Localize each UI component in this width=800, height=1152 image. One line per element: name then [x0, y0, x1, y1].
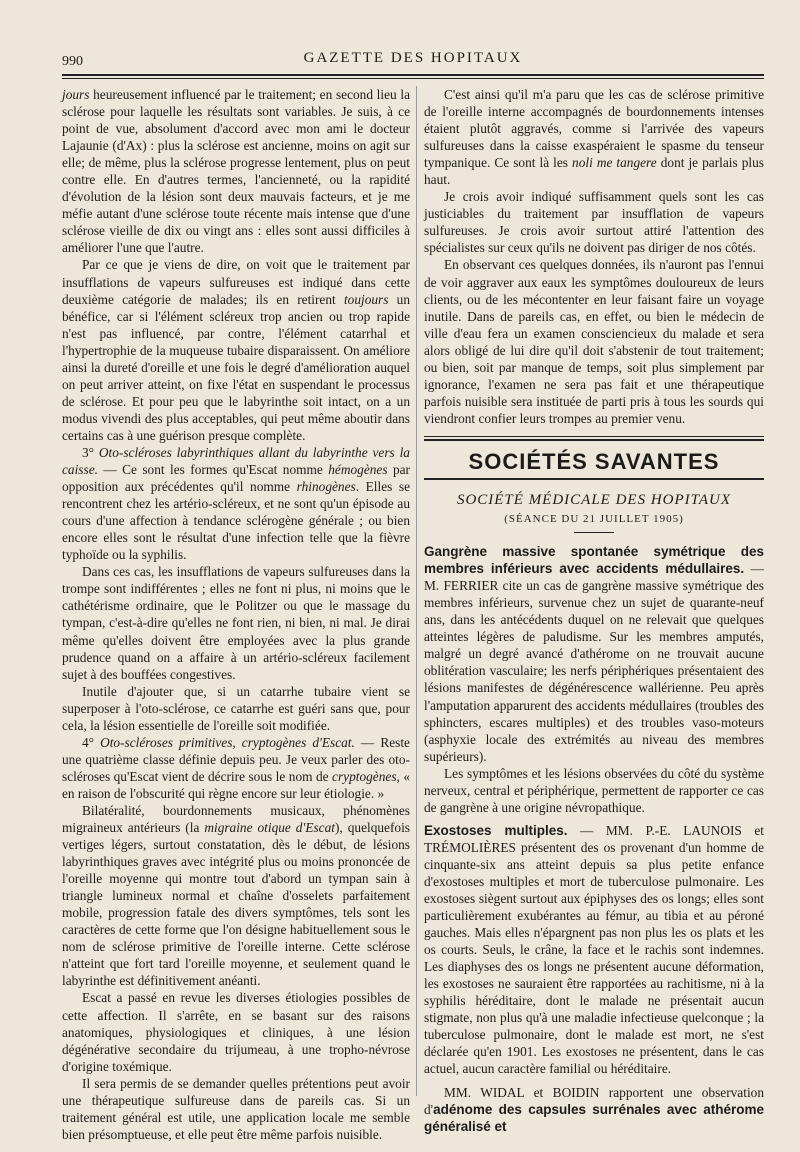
italic-phrase: jours [62, 87, 90, 102]
report-text: MM. WIDAL et BOIDIN rapportent une observation d' [424, 1084, 764, 1117]
text-run: — Reste une quatrième classe définie depuis peu. Je veux parler des oto-scléroses qu'Escat vient de décrire sous le nom de [62, 734, 410, 784]
report-title: adénome des capsules surrénales avec athérome généralisé et [424, 1101, 764, 1134]
text-run: Il sera permis de se demander quelles prétentions peut avoir une thérapeutique sulfureuse dans de pareils cas. Si un traitement général est utile, une application locale me semble bien présomptueuse, et elle peut être même parfois nuisible. [62, 1075, 410, 1142]
page-header [62, 50, 764, 72]
italic-phrase: toujours [343, 291, 389, 307]
article-paragraph [424, 188, 764, 256]
section-rule [424, 478, 764, 480]
section-heading: SOCIÉTÉS SAVANTES [468, 448, 720, 474]
italic-phrase: migraine otique d'Escat [204, 820, 335, 836]
running-title: GAZETTE DES HOPITAUX [303, 50, 523, 66]
text-run: Bilatéralité, bourdonnements musicaux, phénomènes migraineux antérieurs (la [62, 802, 410, 836]
italic-phrase: hémogènes [328, 462, 388, 478]
italic-phrase: Oto-scléroses primitives, cryptogènes d'Escat. [100, 734, 355, 750]
article-paragraph [62, 86, 410, 256]
right-column [424, 86, 764, 1135]
text-run: Dans ces cas, les insufflations de vapeurs sulfureuses dans la trompe sont indifférentes ; elles ne font ni plus, ni moins que le cathétérisme ordinaire, que le Politzer ou que le massage du tympan, c'est-à-dire qu'elles ne font rien, ni bien, ni mal. Je dirai même qu'elles doivent être employées avec la plus grande prudence quand on a affaire à un artério-scléreux facilement sujet à des bouffées congestives. [62, 564, 410, 682]
report-title: Exostoses multiples. [424, 822, 568, 838]
text-run: Par ce que je viens de dire, on voit que le traitement par insufflations de vapeurs sulfureuses est indiqué dans cette deuxième catégorie de malades; ils en retirent [62, 257, 410, 307]
header-rule-thin [62, 78, 764, 79]
article-paragraph [424, 86, 764, 188]
short-rule [574, 532, 614, 533]
italic-phrase: Oto-scléroses labyrinthiques allant du labyrinthe vers la caisse. [62, 444, 410, 478]
session-date: (SÉANCE DU 21 JUILLET 1905) [504, 513, 684, 526]
italic-phrase: cryptogènes [332, 768, 397, 784]
text-run: C'est ainsi qu'il m'a paru que les cas de sclérose primitive de l'oreille interne accompagnés de bourdonnements intenses étaient plutôt aggravés, comme si l'arrivée des vapeurs sulfureuses dans la caisse exaspéraient le spasme du tenseur tympanique. Ce sont là les [424, 87, 764, 171]
report-gangrene-conclusion: Les symptômes et les lésions observées du côté du système nerveux, central et périphérique, permettent de rapporter ce cas de gangrène à une origine névropathique. [424, 765, 764, 815]
text-run: heureusement influencé par le traitement; en second lieu la sclérose pour laquelle les résultats sont variables. Je suis, à ce point de vue, absolument d'accord avec mon ami le docteur Lajaunie (d'Ax) : plus la sclérose est ancienne, moins on agit sur elle; de même, plus la sclérose progresse lentement, plus on peut contre elle. En d'autres termes, l'ancienneté, ou la rapidité d'évolution de la lésion sont deux mauvais facteurs, et je me méfie autant d'une sclérose toute récente mais intense que d'une sclérose vieille de dix ou vingt ans : elles sont aussi difficiles à améliorer l'une que l'autre. [62, 87, 410, 256]
report-gangrene [424, 543, 764, 765]
article-end-rule-thick [424, 439, 764, 441]
society-name: SOCIÉTÉ MÉDICALE DES HOPITAUX [456, 491, 732, 508]
article-paragraph [62, 989, 410, 1074]
article-paragraph [424, 256, 764, 426]
report-title: Gangrène massive spontanée symétrique des membres inférieurs avec accidents médullaires. [424, 544, 764, 577]
report-exostoses [424, 822, 764, 1078]
article-paragraph [62, 563, 410, 682]
italic-phrase: noli me tangere [572, 155, 657, 171]
article-paragraph [62, 802, 410, 990]
article-paragraph [62, 1075, 410, 1143]
header-rule [62, 74, 764, 76]
article-paragraph [62, 734, 410, 802]
report-text: — MM. P.-E. LAUNOIS et TRÉMOLIÈRES présentent des os provenant d'un homme de cinquante-six ans atteint depuis sa plus petite enfance d'exostoses multiples et mort de tuberculose pulmonaire. Les exostoses siègent surtout aux épiphyses des os longs; elles sont particulièrement exubérantes au fémur, au tibia et au péroné gauches. Mais elles n'épargnent pas non plus les os plats et les os courts. Seuls, le crâne, la face et le rachis sont indemnes. Les diaphyses des os longs ne présentent aucune déformation, les exostoses ne sauraient être rapportées au rachitisme, ni à la syphilis héréditaire, dont le malade ne présentait aucun stigmate, non plus qu'à une maladie infectieuse quelconque ; la tuberculose pulmonaire, dont le malade est mort, ne s'est déclarée qu'en 1901. Les exostoses ne présentent, dans le cas actuel, aucun caractère familial ou héréditaire. [424, 822, 764, 1077]
text-run: dont je parlais plus haut. [424, 155, 764, 188]
text-run: un bénéfice, car si l'élément scléreux trop ancien ou trop rapide n'est pas influencé, par contre, l'élément catarrhal et l'hypertrophie de la muqueuse tubaire disparaissent. On améliore ainsi la dureté d'oreille et une fois le degré d'amélioration auquel on peut arriver atteint, on fixe l'état en suspendant le processus de sclérose. Et pour peu que le labyrinthe soit intact, on a un modus vivendi des plus acceptables, qui peut même aboutir dans certains cas à une guérison presque complète. [62, 291, 410, 443]
text-run: , « en raison de l'obscurité qui règne encore sur leur étiologie. » [62, 768, 411, 801]
article-paragraph [62, 256, 410, 444]
text-run: Inutile d'ajouter que, si un catarrhe tubaire vient se superposer à l'oto-sclérose, ce catarrhe est guéri sans que, pour cela, la lésion essentielle de l'oreille soit modifiée. [62, 683, 410, 733]
left-column [62, 86, 410, 1143]
italic-phrase: rhinogènes [296, 479, 356, 495]
text-run: . Elles se rencontrent chez les artério-scléreux, et ne sont qu'un épisode au cours d'une affection à tendance sclérogène générale ; ou bien encore elles sont le résultat d'une infection telle que la fièvre typhoïde ou la syphilis. [62, 479, 411, 563]
text-run: 3° [82, 444, 99, 460]
article-end-rule [424, 436, 764, 437]
report-text: — M. FERRIER cite un cas de gangrène massive symétrique des membres inférieurs, survenue chez un sujet de quarante-neuf ans, dans les antécédents duquel on ne relevait que quelques atteintes légères de paludisme. Sur les membres amputés, malgré un degré avancé d'athérome on ne trouvait aucune oblitération vasculaire; les nerfs périphériques présentaient des lésions manifestes de dégénérescence wallérienne. Peu après l'amputation apparurent des accidents médullaires (troubles des sphincters, escares multiples) et des troubles vaso-moteurs (asphyxie locale des extrémités au niveau des membres supérieurs). [424, 561, 764, 764]
article-continuation [424, 86, 764, 427]
article-paragraph [62, 444, 410, 563]
column-divider [416, 86, 417, 1096]
text-run: Escat a passé en revue les diverses étiologies possibles de cette affection. Il s'arrête, en se basant sur des raisons anatomiques, physiologiques et cliniques, à une lésion dégénérative secondaire du trijumeau, à une tropho-névrose d'origine toxémique. [62, 990, 410, 1074]
text-run: 4° [82, 734, 101, 750]
text-run: En observant ces quelques données, ils n'auront pas l'ennui de voir aggraver aux eaux les symptômes douloureux de leurs clients, ou de les mécontenter en leur faisant faire un voyage inutile. Dans de pareils cas, en effet, ou bien le médecin de ville d'eau fera un examen consciencieux du malade et sera alors obligé de lui dire qu'il doit s'abstenir de tout traitement; ou bien, soit par manque de temps, soit plus simplement par ignorance, l'examen ne sera pas fait et une thérapeutique parfois nuisible sera instituée de parti pris à tous les sourds qui viendront confier leurs trompes au premier venu. [424, 257, 764, 426]
text-run: par opposition aux précédentes qu'il nomme [62, 462, 411, 495]
page-number: 990 [62, 54, 83, 69]
report-adenome [424, 1084, 764, 1135]
text-run: ), quelquefois vertiges légers, surtout constatation, dès le début, de lésions labyrinthiques graves avec intégrité plus ou moins prononcée de l'oreille moyenne qui montre tout d'abord un tympan sain à triangle lumineux normal et chaîne d'osselets parfaitement mobile, progression fatale des divers symptômes, tels sont les caractères de cette forme que l'on désigne habituellement sous le nom de sclérose primitive de l'oreille interne. Cette sclérose n'atteint que fort tard l'oreille moyenne, et seulement quand le labyrinthe est définitivement anéanti. [62, 820, 410, 989]
text-run: — Ce sont les formes qu'Escat nomme [97, 462, 329, 478]
article-paragraph [62, 683, 410, 734]
text-run: Je crois avoir indiqué suffisamment quels sont les cas justiciables du traitement par insufflation de vapeurs sulfureuses. Je crois avoir surtout attiré l'attention des spécialistes sur ceux qu'ils ne doivent pas diriger de nos côtés. [424, 189, 764, 256]
